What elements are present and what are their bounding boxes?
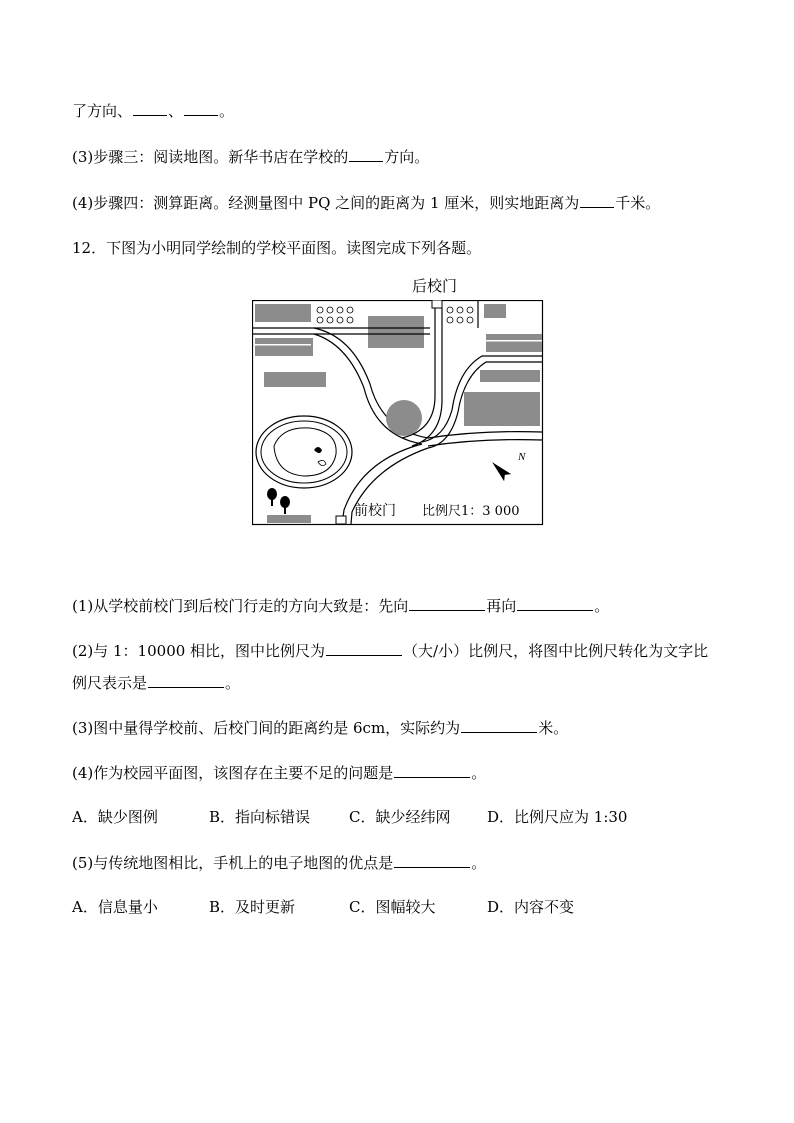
line-direction-blanks — [72, 100, 234, 121]
option-a[interactable]: A．缺少图例 — [72, 808, 158, 826]
text: (1)从学校前校门到后校门行走的方向大致是：先向 — [72, 597, 409, 615]
building — [264, 372, 326, 387]
option-b[interactable]: B．指向标错误 — [209, 808, 311, 826]
back-gate-label: 后校门 — [412, 277, 458, 295]
text: (4)作为校园平面图，该图存在主要不足的问题是 — [72, 764, 394, 782]
building — [464, 392, 540, 426]
text: (5)与传统地图相比，手机上的电子地图的优点是 — [72, 854, 394, 872]
text: 12．下图为小明同学绘制的学校平面图。读图完成下列各题。 — [72, 239, 482, 257]
answer-blank[interactable] — [461, 717, 537, 733]
answer-blank[interactable] — [349, 146, 383, 162]
building — [368, 316, 424, 348]
separator: 、 — [168, 102, 184, 120]
text: 再向 — [486, 597, 517, 615]
answer-blank[interactable] — [184, 100, 218, 116]
building — [486, 334, 542, 352]
text: （大/小）比例尺，将图中比例尺转化为文字比 — [403, 642, 709, 660]
text-end: 千米。 — [615, 194, 661, 212]
option-b[interactable]: B．及时更新 — [209, 898, 296, 916]
step3-line — [72, 146, 429, 167]
building — [484, 304, 506, 318]
building — [255, 304, 311, 322]
step4-line — [72, 192, 660, 213]
question-2-continued — [72, 672, 240, 693]
building — [480, 370, 540, 382]
question-5 — [72, 852, 486, 873]
text-end: 。 — [594, 597, 610, 615]
question-1 — [72, 595, 609, 616]
text: (2)与 1：10000 相比，图中比例尺为 — [72, 642, 326, 660]
answer-blank[interactable] — [394, 852, 470, 868]
building — [267, 515, 311, 523]
roundabout — [386, 400, 422, 436]
answer-blank[interactable] — [148, 672, 224, 688]
answer-blank[interactable] — [517, 595, 593, 611]
option-a[interactable]: A．信息量小 — [72, 898, 158, 916]
text-end: 。 — [225, 674, 241, 692]
question-5-options — [72, 897, 574, 917]
scale-label: 比例尺1：3 000 — [422, 504, 520, 519]
answer-blank[interactable] — [409, 595, 485, 611]
answer-blank[interactable] — [133, 100, 167, 116]
text-end: 米。 — [538, 719, 569, 737]
text: (3)步骤三：阅读地图。新华书店在学校的 — [72, 148, 349, 166]
question-12-heading — [72, 238, 481, 258]
answer-blank[interactable] — [394, 762, 470, 778]
text-end: 方向。 — [384, 148, 430, 166]
option-c[interactable]: C．图幅较大 — [349, 898, 436, 916]
building — [255, 338, 313, 356]
school-plan-figure — [252, 276, 544, 526]
text: (4)步骤四：测算距离。经测量图中 PQ 之间的距离为 1 厘米，则实地距离为 — [72, 194, 580, 212]
text: (3)图中量得学校前、后校门间的距离约是 6cm，实际约为 — [72, 719, 461, 737]
north-label: N — [518, 451, 526, 463]
answer-blank[interactable] — [580, 192, 614, 208]
question-4-options — [72, 807, 627, 827]
option-d[interactable]: D．内容不变 — [487, 898, 575, 916]
option-c[interactable]: C．缺少经纬网 — [349, 808, 451, 826]
question-4 — [72, 762, 486, 783]
text-end: 。 — [471, 854, 487, 872]
text-end: 。 — [471, 764, 487, 782]
front-gate-label: 前校门 — [354, 503, 396, 519]
question-3 — [72, 717, 568, 738]
school-plan-map — [252, 300, 544, 526]
question-2 — [72, 640, 708, 661]
option-d[interactable]: D．比例尺应为 1:30 — [487, 808, 628, 826]
front-gate-marker — [336, 516, 346, 524]
text: 例尺表示是 — [72, 674, 148, 692]
text-end: 。 — [219, 102, 235, 120]
back-gate-marker — [432, 300, 442, 308]
text: 了方向、 — [72, 102, 133, 120]
answer-blank[interactable] — [326, 640, 402, 656]
